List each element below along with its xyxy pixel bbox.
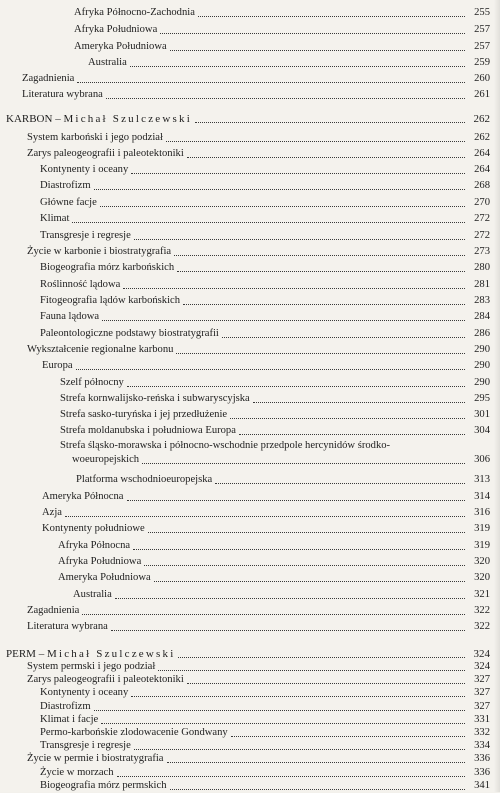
- page-number: 255: [474, 7, 490, 18]
- entry-title: Europa: [42, 360, 73, 371]
- page-number: 261: [474, 89, 490, 100]
- entry-title-line1: Strefa śląsko-morawska i północno-wschodnie przedpole hercynidów środko-: [60, 440, 391, 451]
- dot-leader: [167, 762, 466, 763]
- dot-leader: [94, 189, 465, 190]
- entry-title: Główne facje: [40, 197, 97, 208]
- toc-entry[interactable]: [0, 701, 500, 714]
- toc-entry[interactable]: [0, 503, 500, 520]
- page-number: 321: [474, 589, 490, 600]
- toc-entry[interactable]: [0, 242, 500, 259]
- toc-entry[interactable]: [0, 160, 500, 177]
- toc-entry[interactable]: [0, 740, 500, 753]
- page-number: 286: [474, 328, 490, 339]
- toc-entry[interactable]: [0, 37, 500, 54]
- dot-leader: [100, 206, 465, 207]
- toc-entry[interactable]: [0, 20, 500, 37]
- page-number: 327: [474, 700, 490, 712]
- entry-title: Afryka Północna: [58, 540, 131, 551]
- dot-leader: [187, 683, 465, 684]
- dot-leader: [195, 122, 465, 123]
- dot-leader: [123, 288, 465, 289]
- page-edge-shadow: [494, 0, 500, 792]
- toc-entry[interactable]: [0, 373, 500, 390]
- toc-entry[interactable]: [0, 617, 500, 634]
- entry-title: Ameryka Północna: [42, 491, 124, 502]
- toc-entry[interactable]: [0, 552, 500, 569]
- entry-title: Klimat: [40, 213, 70, 224]
- dot-leader: [127, 386, 465, 387]
- entry-title: Diastrofizm: [40, 180, 91, 191]
- entry-title: Transgresje i regresje: [40, 740, 131, 752]
- page-number: 270: [474, 197, 490, 208]
- chapter-name: PERM: [6, 648, 36, 660]
- page-number: 290: [474, 377, 490, 388]
- page-number: 268: [474, 180, 490, 191]
- toc-entry[interactable]: [0, 324, 500, 341]
- entry-title: Kontynenty południowe: [42, 523, 145, 534]
- entry-title: Roślinność lądowa: [40, 279, 121, 290]
- page-number: 316: [474, 507, 490, 518]
- entry-title: Permo-karbońskie zlodowacenie Gondwany: [40, 727, 228, 738]
- entry-title: Klimat i facje: [40, 713, 99, 725]
- dot-leader: [76, 369, 465, 370]
- entry-title: Azja: [42, 507, 62, 518]
- page-number: 262: [474, 132, 490, 143]
- page-number: 283: [474, 295, 490, 306]
- entry-title: Strefa kornwalijsko-reńska i subwaryscyjska: [60, 393, 250, 404]
- page-number: 257: [474, 41, 490, 52]
- toc-entry[interactable]: [0, 405, 500, 422]
- page-number: 336: [474, 753, 490, 765]
- entry-title-line2: woeuropejskich: [72, 454, 140, 465]
- dot-leader: [222, 337, 465, 338]
- dot-leader: [94, 710, 465, 711]
- page-number: 320: [474, 572, 490, 583]
- dot-leader: [134, 239, 465, 240]
- chapter-author: Michał Szulczewski: [63, 113, 192, 125]
- dot-leader: [166, 141, 465, 142]
- dot-leader: [148, 532, 465, 533]
- page-number: 334: [474, 740, 490, 752]
- dot-leader: [65, 516, 465, 517]
- page-number: 280: [474, 262, 490, 273]
- entry-title: Życie w permie i biostratygrafia: [27, 753, 164, 765]
- toc-entry[interactable]: [0, 176, 500, 193]
- page-number: 281: [474, 279, 490, 290]
- toc-entry[interactable]: [0, 356, 500, 373]
- dot-leader: [127, 500, 466, 501]
- toc-entry[interactable]: [0, 780, 500, 793]
- entry-title: Paleontologiczne podstawy biostratygrafii: [40, 328, 219, 339]
- entry-title: System permski i jego podział: [27, 661, 156, 672]
- page-number: 319: [474, 523, 490, 534]
- entry-title: Kontynenty i oceany: [40, 164, 129, 175]
- entry-title: Zarys paleogeografii i paleotektoniki: [27, 674, 184, 686]
- entry-title: Strefa moldanubska i południowa Europa: [60, 425, 236, 436]
- toc-entry[interactable]: [0, 209, 500, 226]
- dot-leader: [198, 16, 465, 17]
- page-number: 322: [474, 605, 490, 616]
- entry-title: Zagadnienia: [22, 73, 75, 84]
- dot-leader: [131, 173, 465, 174]
- toc-entry[interactable]: [0, 487, 500, 504]
- dot-leader: [154, 581, 465, 582]
- dot-leader: [187, 157, 465, 158]
- toc-entry[interactable]: [0, 674, 500, 687]
- page-number: 264: [474, 164, 490, 175]
- entry-title: Australia: [73, 589, 112, 600]
- dot-leader: [178, 657, 465, 658]
- page-number: 272: [474, 230, 490, 241]
- chapter-name: KARBON: [6, 113, 53, 125]
- toc-entry[interactable]: [0, 340, 500, 357]
- chapter-dash: –: [55, 113, 61, 125]
- toc-entry[interactable]: [0, 85, 500, 102]
- dot-leader: [176, 353, 465, 354]
- toc-entry-wrapped[interactable]: [0, 439, 500, 467]
- toc-entry[interactable]: [0, 421, 500, 438]
- entry-title: Ameryka Południowa: [74, 41, 167, 52]
- entry-title: Strefa sasko-turyńska i jej przedłużenie: [60, 409, 228, 420]
- dot-leader: [174, 255, 465, 256]
- dot-leader: [142, 463, 465, 464]
- toc-entry[interactable]: [0, 687, 500, 700]
- toc-entry[interactable]: [0, 307, 500, 324]
- dot-leader: [131, 696, 465, 697]
- entry-title: Platforma wschodnioeuropejska: [76, 474, 213, 485]
- page-number: 314: [474, 491, 490, 502]
- page-number: 295: [474, 393, 490, 404]
- dot-leader: [133, 549, 465, 550]
- page-number: 341: [474, 779, 490, 791]
- page-number: 264: [474, 148, 490, 159]
- entry-title: Literatura wybrana: [27, 621, 108, 632]
- dot-leader: [215, 483, 465, 484]
- entry-title: Zarys paleogeografii i paleotektoniki: [27, 148, 184, 159]
- entry-title: Diastrofizm: [40, 700, 91, 712]
- entry-title: Biogeografia mórz permskich: [40, 779, 167, 791]
- chapter-heading-perm[interactable]: [0, 644, 500, 661]
- page-number: 259: [474, 57, 490, 68]
- toc-entry[interactable]: [0, 258, 500, 275]
- page-number: 322: [474, 621, 490, 632]
- toc-entry[interactable]: [0, 275, 500, 292]
- dot-leader: [230, 418, 465, 419]
- chapter-heading-karbon[interactable]: [0, 109, 500, 126]
- entry-title: Życie w karbonie i biostratygrafia: [27, 246, 172, 257]
- dot-leader: [72, 222, 465, 223]
- toc-entry[interactable]: [0, 585, 500, 602]
- chapter-author: Michał Szulczewski: [46, 648, 176, 660]
- dot-leader: [239, 434, 465, 435]
- toc-entry[interactable]: [0, 714, 500, 727]
- entry-title: System karboński i jego podział: [27, 132, 163, 143]
- dot-leader: [170, 789, 466, 790]
- toc-entry[interactable]: [0, 69, 500, 86]
- page-number: 331: [474, 713, 490, 725]
- entry-title: Wykształcenie regionalne karbonu: [27, 344, 174, 355]
- toc-entry[interactable]: [0, 568, 500, 585]
- page-number: 306: [474, 454, 490, 465]
- page-number: 301: [474, 409, 490, 420]
- toc-entry[interactable]: [0, 128, 500, 145]
- entry-title: Afryka Północno-Zachodnia: [74, 7, 195, 18]
- chapter-dash: –: [38, 648, 45, 660]
- toc-entry[interactable]: [0, 601, 500, 618]
- page-number: 327: [474, 674, 490, 686]
- page-number: 304: [474, 425, 490, 436]
- page-number: 290: [474, 360, 490, 371]
- dot-leader: [102, 320, 465, 321]
- page-number: 327: [474, 687, 490, 699]
- entry-title: Zagadnienia: [27, 605, 80, 616]
- page-number: 324: [474, 661, 490, 672]
- toc-entry[interactable]: [0, 536, 500, 553]
- toc-entry[interactable]: [0, 144, 500, 161]
- entry-title: Transgresje i regresje: [40, 230, 131, 241]
- dot-leader: [158, 670, 465, 671]
- entry-title: Kontynenty i oceany: [40, 687, 129, 699]
- dot-leader: [106, 98, 465, 99]
- page-number: 319: [474, 540, 490, 551]
- entry-title: Literatura wybrana: [22, 89, 103, 100]
- entry-title: Fitogeografia lądów karbońskich: [40, 295, 181, 306]
- entry-title: Ameryka Południowa: [58, 572, 151, 583]
- entry-title: Australia: [88, 57, 127, 68]
- toc-entry[interactable]: [0, 291, 500, 308]
- dot-leader: [144, 565, 465, 566]
- entry-title: Afryka Południowa: [58, 556, 142, 567]
- dot-leader: [160, 33, 465, 34]
- dot-leader: [134, 749, 465, 750]
- page-number: 324: [473, 648, 490, 660]
- toc-entry[interactable]: [0, 3, 500, 20]
- entry-title: Biogeografia mórz karbońskich: [40, 262, 175, 273]
- entry-title: Fauna lądowa: [40, 311, 100, 322]
- page-number: 257: [474, 24, 490, 35]
- dot-leader: [115, 598, 465, 599]
- chapter-title: [6, 647, 175, 661]
- page-number: 290: [474, 344, 490, 355]
- page-number: 260: [474, 73, 490, 84]
- page-number: 272: [474, 213, 490, 224]
- page-number: 336: [474, 766, 490, 778]
- dot-leader: [111, 630, 465, 631]
- entry-title: Afryka Południowa: [74, 24, 158, 35]
- entry-title: Szelf północny: [60, 377, 124, 388]
- toc-entry[interactable]: [0, 53, 500, 70]
- page-number: 320: [474, 556, 490, 567]
- page-number: 273: [474, 246, 490, 257]
- toc-entry[interactable]: [0, 470, 500, 487]
- toc-entry[interactable]: [0, 661, 500, 674]
- page-number: 284: [474, 311, 490, 322]
- dot-leader: [170, 50, 465, 51]
- dot-leader: [117, 776, 465, 777]
- dot-leader: [231, 736, 465, 737]
- toc-entry[interactable]: [0, 767, 500, 780]
- toc-entry[interactable]: [0, 519, 500, 536]
- entry-title: Życie w morzach: [40, 766, 114, 778]
- toc-entry[interactable]: [0, 226, 500, 243]
- dot-leader: [253, 402, 465, 403]
- toc-entry[interactable]: [0, 389, 500, 406]
- dot-leader: [77, 82, 465, 83]
- page-number: 262: [473, 113, 490, 125]
- toc-entry[interactable]: [0, 193, 500, 210]
- toc-entry[interactable]: [0, 727, 500, 740]
- dot-leader: [177, 271, 465, 272]
- dot-leader: [183, 304, 465, 305]
- dot-leader: [82, 614, 465, 615]
- page-number: 313: [474, 474, 490, 485]
- dot-leader: [130, 66, 465, 67]
- chapter-title: [6, 112, 192, 126]
- page-number: 332: [474, 727, 490, 738]
- dot-leader: [101, 723, 465, 724]
- toc-entry[interactable]: [0, 753, 500, 766]
